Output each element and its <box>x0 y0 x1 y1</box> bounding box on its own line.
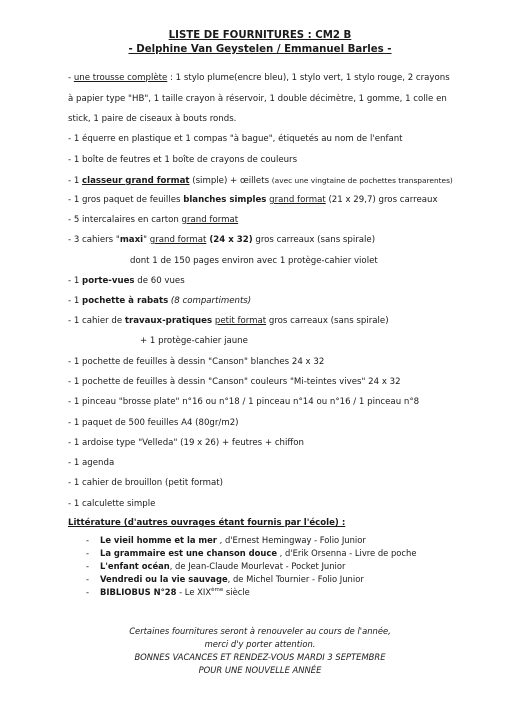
list-item-brouillon: - 1 cahier de brouillon (petit format) <box>68 478 223 488</box>
footer-greeting-2: POUR UNE NOUVELLE ANNÉE <box>198 665 322 675</box>
literature-title: Littérature (d'autres ouvrages étant fournis par l'école) : <box>68 518 346 528</box>
list-item-classeur: - 1 classeur grand format (simple) + œillets (avec une vingtaine de pochettes transparentes) <box>68 176 453 186</box>
footer-greeting-1: BONNES VACANCES ET RENDEZ-VOUS MARDI 3 SEPTEMBRE <box>134 652 386 662</box>
footer-note-1: Certaines fournitures seront à renouveler au cours de l'année, <box>129 626 391 636</box>
list-item-tp-sub: + 1 protège-cahier jaune <box>140 336 248 346</box>
list-item-paquet: - 1 paquet de 500 feuilles A4 (80gr/m2) <box>68 418 239 428</box>
list-item-travaux-pratiques: - 1 cahier de travaux-pratiques petit format gros carreaux (sans spirale) <box>68 316 389 326</box>
teachers-line: - Delphine Van Geystelen / Emmanuel Barles - <box>128 44 392 55</box>
list-item-calculette: - 1 calculette simple <box>68 499 156 509</box>
list-item-feutres: - 1 boîte de feutres et 1 boîte de crayons de couleurs <box>68 155 298 165</box>
footer-note-2: merci d'y porter attention. <box>204 639 316 649</box>
list-item-pochette: - 1 pochette à rabats (8 compartiments) <box>68 296 252 306</box>
list-item-trousse-cont: à papier type "HB", 1 taille crayon à réservoir, 1 double décimètre, 1 gomme, 1 colle en <box>68 94 447 104</box>
list-item-canson-blanc: - 1 pochette de feuilles à dessin "Canson" blanches 24 x 32 <box>68 357 325 367</box>
list-item-trousse: - une trousse complète : 1 stylo plume(encre bleu), 1 stylo vert, 1 stylo rouge, 2 crayons <box>68 73 450 83</box>
book-item: - Le vieil homme et la mer , d'Ernest Hemingway - Folio Junior <box>86 535 366 545</box>
list-item-agenda: - 1 agenda <box>68 458 115 468</box>
list-item-ardoise: - 1 ardoise type "Velleda" (19 x 26) + feutres + chiffon <box>68 438 305 448</box>
page-title: LISTE DE FOURNITURES : CM2 B <box>168 30 352 41</box>
list-item-intercalaires: - 5 intercalaires en carton grand format <box>68 215 239 225</box>
list-item-canson-couleur: - 1 pochette de feuilles à dessin "Canson" couleurs "Mi-teintes vives" 24 x 32 <box>68 377 401 387</box>
list-item-porte-vues: - 1 porte-vues de 60 vues <box>68 276 185 286</box>
list-item-trousse-cont2: stick, 1 paire de ciseaux à bouts ronds. <box>68 114 237 124</box>
list-item-feuilles: - 1 gros paquet de feuilles blanches simples grand format (21 x 29,7) gros carreaux <box>68 195 438 205</box>
list-item-equerre: - 1 équerre en plastique et 1 compas "à bague", étiquetés au nom de l'enfant <box>68 134 403 144</box>
list-item-cahiers-sub: dont 1 de 150 pages environ avec 1 protège-cahier violet <box>130 256 378 266</box>
book-item: - BIBLIOBUS N°28 - Le XIXème siècle <box>86 587 250 597</box>
book-item: - Vendredi ou la vie sauvage, de Michel Tournier - Folio Junior <box>86 574 364 584</box>
list-item-cahiers: - 3 cahiers "maxi" grand format (24 x 32) gros carreaux (sans spirale) <box>68 235 376 245</box>
list-item-pinceaux: - 1 pinceau "brosse plate" n°16 ou n°18 / 1 pinceau n°14 ou n°16 / 1 pinceau n°8 <box>68 397 420 407</box>
book-item: - La grammaire est une chanson douce , d'Erik Orsenna - Livre de poche <box>86 548 417 558</box>
book-item: - L'enfant océan, de Jean-Claude Mourlevat - Pocket Junior <box>86 561 346 571</box>
